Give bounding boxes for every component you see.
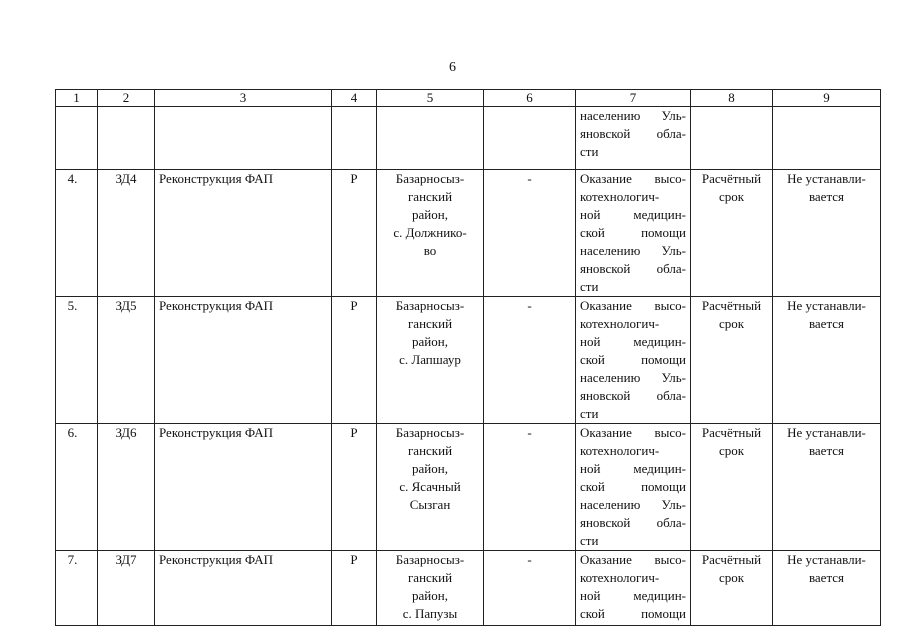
cell-c6 bbox=[484, 107, 576, 170]
term-line: Расчётный bbox=[701, 552, 762, 567]
purpose-line: ной медицин- bbox=[580, 588, 686, 603]
cell-zone bbox=[773, 424, 881, 551]
cell-zone bbox=[773, 297, 881, 424]
cell-purpose bbox=[576, 424, 691, 551]
cell-code: ЗД5 bbox=[98, 297, 155, 424]
cell-name: Реконструкция ФАП bbox=[155, 170, 332, 297]
header-cell: 1 bbox=[56, 90, 98, 107]
header-cell: 7 bbox=[576, 90, 691, 107]
purpose-line: яновской обла- bbox=[580, 261, 686, 276]
cell-term bbox=[691, 424, 773, 551]
location-line: ганский bbox=[407, 316, 453, 331]
purpose-line: ной медицин- bbox=[580, 334, 686, 349]
purpose-line: ской помощи bbox=[580, 225, 686, 240]
cell-c6: - bbox=[484, 551, 576, 626]
term-line: срок bbox=[718, 316, 745, 331]
purpose-line: Оказание высо- bbox=[580, 552, 686, 567]
term-line: Расчётный bbox=[701, 298, 762, 313]
cell-name: Реконструкция ФАП bbox=[155, 297, 332, 424]
cell-num: 5. bbox=[56, 297, 98, 424]
table-row-continuation bbox=[56, 107, 881, 170]
zone-line: Не устанавли- bbox=[787, 425, 866, 440]
location-line: район, bbox=[412, 461, 448, 476]
location-line: с. Должнико- bbox=[393, 225, 467, 240]
cell-purpose bbox=[576, 551, 691, 626]
purpose-line: яновской обла- bbox=[580, 388, 686, 403]
cell-type: Р bbox=[332, 297, 377, 424]
zone-line: Не устанавли- bbox=[787, 298, 866, 313]
cell-num bbox=[56, 107, 98, 170]
cell-term bbox=[691, 107, 773, 170]
purpose-line: яновской обла- bbox=[580, 515, 686, 530]
purpose-line: котехнологич- bbox=[580, 570, 660, 585]
cell-purpose bbox=[576, 297, 691, 424]
purpose-line: сти bbox=[580, 279, 599, 294]
purpose-line: сти bbox=[580, 533, 599, 548]
purpose-line: Оказание высо- bbox=[580, 171, 686, 186]
location-line: Базарносыз- bbox=[395, 171, 465, 186]
location-line: ганский bbox=[407, 570, 453, 585]
location-line: район, bbox=[412, 588, 448, 603]
purpose-line: населению Уль- bbox=[580, 108, 686, 123]
cell-type: Р bbox=[332, 424, 377, 551]
purpose-line: Оказание высо- bbox=[580, 425, 686, 440]
zone-line: Не устанавли- bbox=[787, 552, 866, 567]
purpose-line: ной медицин- bbox=[580, 207, 686, 222]
purpose-line: котехнологич- bbox=[580, 189, 660, 204]
zone-line: вается bbox=[808, 189, 845, 204]
table-row bbox=[56, 297, 881, 424]
purpose-line: яновской обла- bbox=[580, 126, 686, 141]
cell-c6: - bbox=[484, 297, 576, 424]
cell-purpose bbox=[576, 170, 691, 297]
cell-num: 7. bbox=[56, 551, 98, 626]
purpose-line: сти bbox=[580, 406, 599, 421]
term-line: срок bbox=[718, 443, 745, 458]
term-line: срок bbox=[718, 570, 745, 585]
cell-location bbox=[377, 170, 484, 297]
cell-type: Р bbox=[332, 551, 377, 626]
purpose-line: котехнологич- bbox=[580, 443, 660, 458]
location-line: с. Ясачный bbox=[399, 479, 461, 494]
cell-location bbox=[377, 551, 484, 626]
cell-name: Реконструкция ФАП bbox=[155, 551, 332, 626]
cell-c6: - bbox=[484, 170, 576, 297]
location-line: ганский bbox=[407, 189, 453, 204]
location-line: Сызган bbox=[409, 497, 451, 512]
cell-type: Р bbox=[332, 170, 377, 297]
term-line: срок bbox=[718, 189, 745, 204]
cell-num: 4. bbox=[56, 170, 98, 297]
header-cell: 3 bbox=[155, 90, 332, 107]
zone-line: вается bbox=[808, 316, 845, 331]
header-cell: 6 bbox=[484, 90, 576, 107]
location-line: район, bbox=[412, 334, 448, 349]
purpose-line: населению Уль- bbox=[580, 370, 686, 385]
cell-code: ЗД7 bbox=[98, 551, 155, 626]
location-line: ганский bbox=[407, 443, 453, 458]
document-table bbox=[55, 89, 881, 626]
purpose-line: сти bbox=[580, 144, 599, 159]
table-row bbox=[56, 424, 881, 551]
page-number: 6 bbox=[449, 60, 456, 75]
cell-location bbox=[377, 107, 484, 170]
zone-line: вается bbox=[808, 443, 845, 458]
cell-code: ЗД6 bbox=[98, 424, 155, 551]
cell-zone bbox=[773, 107, 881, 170]
header-cell: 9 bbox=[773, 90, 881, 107]
cell-purpose bbox=[576, 107, 691, 170]
location-line: с. Папузы bbox=[402, 606, 458, 621]
location-line: с. Лапшаур bbox=[399, 352, 461, 367]
cell-zone bbox=[773, 170, 881, 297]
table-header-row bbox=[56, 90, 881, 107]
location-line: во bbox=[423, 243, 437, 258]
cell-zone bbox=[773, 551, 881, 626]
term-line: Расчётный bbox=[701, 171, 762, 186]
header-cell: 5 bbox=[377, 90, 484, 107]
purpose-line: ской помощи bbox=[580, 479, 686, 494]
cell-location bbox=[377, 297, 484, 424]
cell-num: 6. bbox=[56, 424, 98, 551]
purpose-line: котехнологич- bbox=[580, 316, 660, 331]
purpose-line: ной медицин- bbox=[580, 461, 686, 476]
cell-code bbox=[98, 107, 155, 170]
cell-location bbox=[377, 424, 484, 551]
table-row bbox=[56, 551, 881, 626]
header-cell: 2 bbox=[98, 90, 155, 107]
location-line: район, bbox=[412, 207, 448, 222]
zone-line: вается bbox=[808, 570, 845, 585]
cell-type bbox=[332, 107, 377, 170]
table-row bbox=[56, 170, 881, 297]
header-cell: 8 bbox=[691, 90, 773, 107]
purpose-line: ской помощи bbox=[580, 606, 686, 621]
cell-term bbox=[691, 170, 773, 297]
cell-name bbox=[155, 107, 332, 170]
purpose-line: Оказание высо- bbox=[580, 298, 686, 313]
zone-line: Не устанавли- bbox=[787, 171, 866, 186]
purpose-line: ской помощи bbox=[580, 352, 686, 367]
term-line: Расчётный bbox=[701, 425, 762, 440]
purpose-line: населению Уль- bbox=[580, 497, 686, 512]
cell-term bbox=[691, 551, 773, 626]
cell-term bbox=[691, 297, 773, 424]
location-line: Базарносыз- bbox=[395, 552, 465, 567]
cell-c6: - bbox=[484, 424, 576, 551]
cell-name: Реконструкция ФАП bbox=[155, 424, 332, 551]
location-line: Базарносыз- bbox=[395, 425, 465, 440]
cell-code: ЗД4 bbox=[98, 170, 155, 297]
location-line: Базарносыз- bbox=[395, 298, 465, 313]
purpose-line: населению Уль- bbox=[580, 243, 686, 258]
header-cell: 4 bbox=[332, 90, 377, 107]
